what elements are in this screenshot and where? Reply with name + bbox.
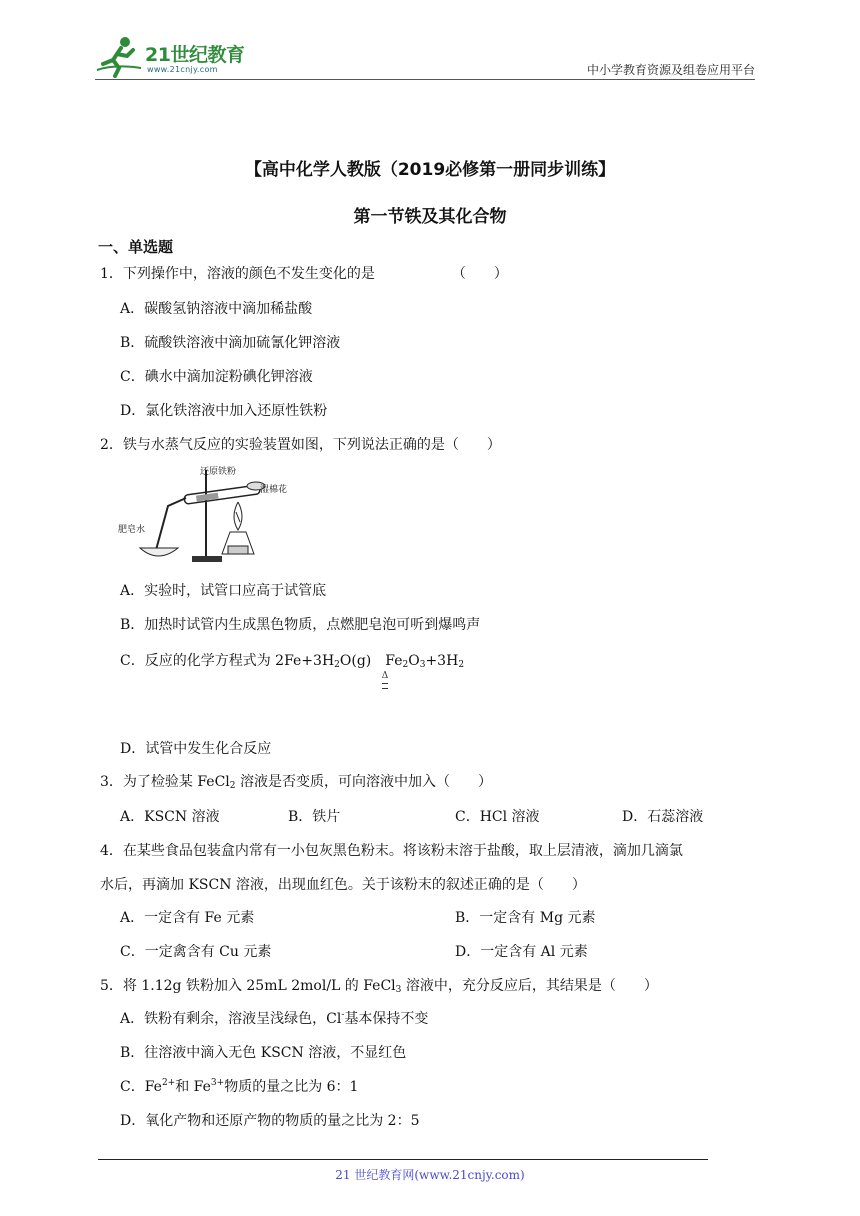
- label-reduced-iron: 还原铁粉: [200, 467, 237, 477]
- question-4-option-a: A．一定含有 Fe 元素: [120, 910, 255, 926]
- runner-logo-icon: [95, 34, 145, 78]
- question-2-option-b: B．加热时试管内生成黑色物质，点燃肥皂泡可听到爆鸣声: [120, 617, 481, 633]
- question-2-option-a: A．实验时，试管口应高于试管底: [120, 583, 327, 599]
- reaction-condition: Δ: [378, 672, 392, 693]
- question-4-option-c: C．一定禽含有 Cu 元素: [120, 944, 272, 960]
- page-header: [95, 34, 755, 80]
- apparatus-diagram: [118, 462, 288, 568]
- logo: [95, 34, 265, 78]
- question-3-option-d: D．石蕊溶液: [622, 809, 704, 825]
- question-2-option-d: D．试管中发生化合反应: [120, 741, 272, 757]
- label-soap-water: 肥皂水: [118, 525, 146, 535]
- question-1-option-c: C．碘水中滴加淀粉碘化钾溶液: [120, 369, 313, 385]
- label-wet-cotton: 湿棉花: [260, 485, 288, 495]
- question-3-option-c: C．HCl 溶液: [455, 809, 540, 825]
- question-4-stem-line-2: 水后，再滴加 KSCN 溶液，出现血红色。关于该粉末的叙述正确的是（ ）: [100, 877, 586, 893]
- question-5-option-a: A．铁粉有剩余，溶液呈浅绿色，Cl-基本保持不变: [120, 1010, 429, 1027]
- question-1-option-b: B．硫酸铁溶液中滴加硫氰化钾溶液: [120, 335, 341, 351]
- footer-link[interactable]: 21 世纪教育网(www.21cnjy.com): [335, 1168, 525, 1182]
- question-4-stem-line-1: 4．在某些食品包装盒内常有一小包灰黑色粉末。将该粉末溶于盐酸，取上层清液，滴加几滴氯: [100, 843, 683, 859]
- question-5-option-c: C．$Fe^{2+}$和 $Fe^{3+}$物质的量之比为 6：1: [120, 1078, 359, 1095]
- question-5-stem: 5．将 1.12g 铁粉加入 25mL 2mol/L 的 FeCl$_3$ 溶液中，充分反应后，其结果是（ ）: [100, 978, 658, 995]
- question-3-option-b: B．铁片: [288, 809, 341, 825]
- question-2-stem: 2．铁与水蒸气反应的实验装置如图，下列说法正确的是（ ）: [100, 437, 501, 453]
- question-3-stem: 3．为了检验某 FeCl$_2$ 溶液是否变质，可向溶液中加入（ ）: [100, 774, 492, 791]
- document-title: 【高中化学人教版（2019必修第一册同步训练】: [244, 160, 616, 180]
- header-divider: [95, 79, 755, 80]
- question-3-option-a: A．KSCN 溶液: [120, 809, 220, 825]
- document-subtitle: 第一节铁及其化合物: [353, 207, 507, 227]
- question-5-option-b: B．往溶液中滴入无色 KSCN 溶液，不显红色: [120, 1045, 407, 1061]
- question-5-option-d: D．氧化产物和还原产物的物质的量之比为 2：5: [120, 1113, 420, 1129]
- question-4-option-d: D．一定含有 Al 元素: [455, 944, 588, 960]
- question-4-option-b: B．一定含有 Mg 元素: [455, 910, 596, 926]
- question-2-option-c: C．反应的化学方程式为 $2Fe+3H_2O(g)$ $Fe_2O_3+3H_2$: [120, 653, 465, 670]
- section-heading: 一、单选题: [98, 238, 174, 256]
- logo-text: 21世纪教育: [145, 44, 245, 66]
- question-1-stem: 1．下列操作中，溶液的颜色不发生变化的是 （ ）: [100, 266, 508, 282]
- platform-name: 中小学教育资源及组卷应用平台: [586, 63, 755, 77]
- footer-divider: [98, 1159, 708, 1160]
- question-1-option-d: D．氯化铁溶液中加入还原性铁粉: [120, 403, 328, 419]
- logo-url: www.21cnjy.com: [147, 65, 218, 74]
- question-1-option-a: A．碳酸氢钠溶液中滴加稀盐酸: [120, 301, 313, 317]
